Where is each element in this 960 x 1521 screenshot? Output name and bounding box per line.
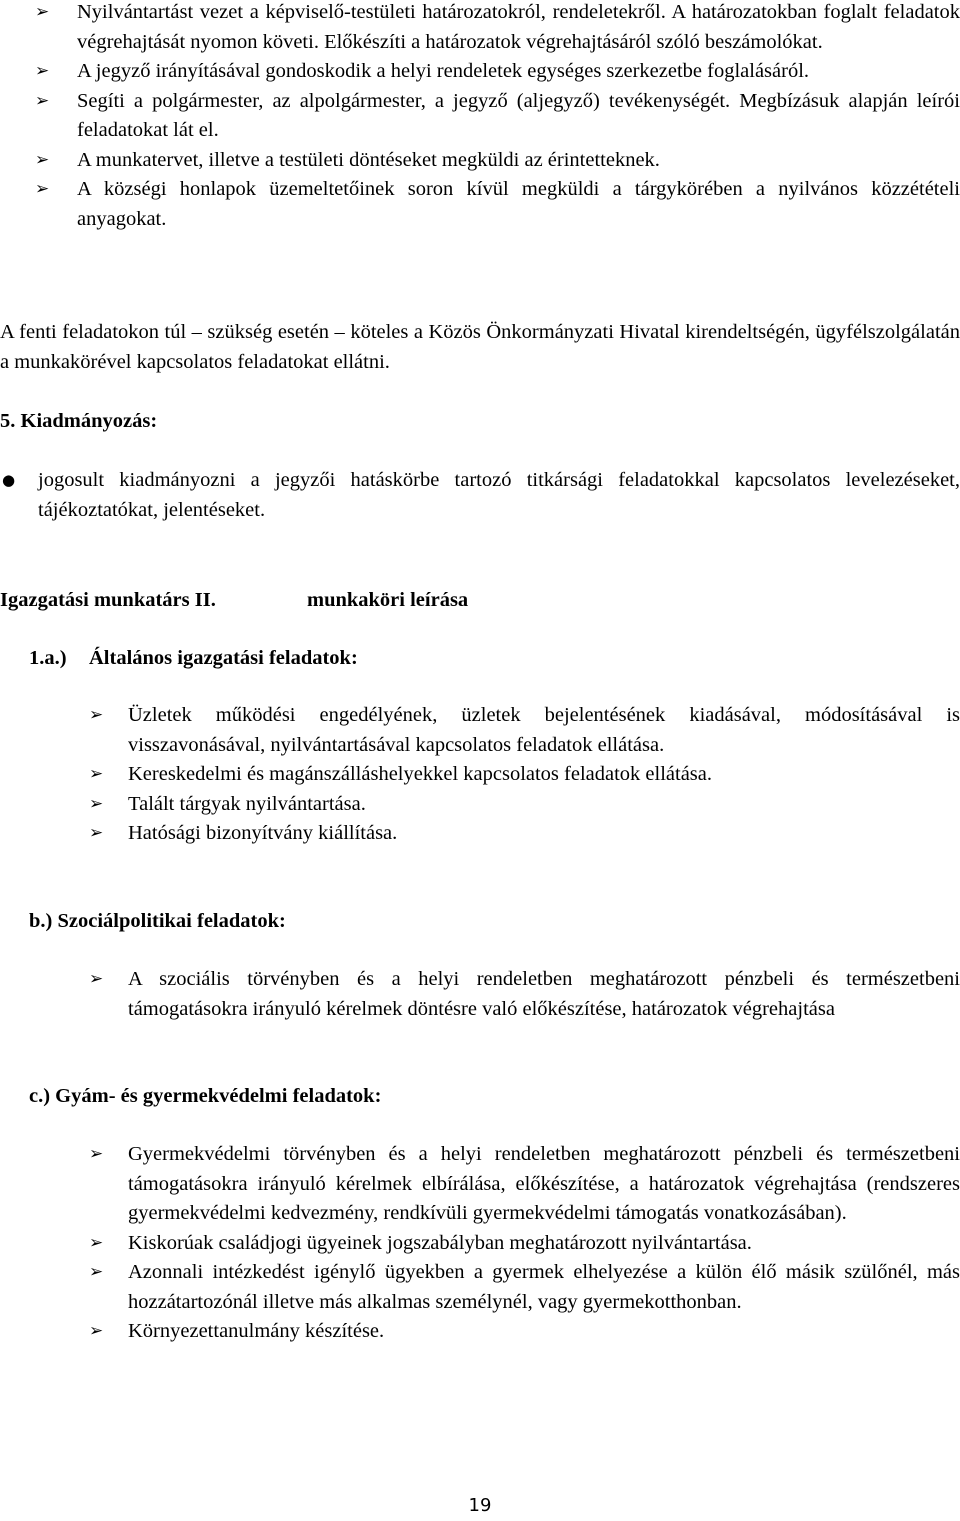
arrowhead-bullet-icon: ➢ <box>89 823 104 843</box>
arrowhead-bullet-icon: ➢ <box>89 1321 104 1341</box>
arrowhead-bullet-icon: ➢ <box>89 969 104 989</box>
arrowhead-bullet-icon: ➢ <box>35 149 50 170</box>
section-c-list <box>0 1140 960 1347</box>
section-heading-b: b.) Szociálpolitikai feladatok: <box>29 910 286 932</box>
job-title-left: Igazgatási munkatárs II. <box>0 589 216 611</box>
arrowhead-bullet-icon: ➢ <box>89 793 104 814</box>
arrowhead-bullet-icon: ➢ <box>89 1144 104 1164</box>
list-item: ➢ Segíti a polgármester, az alpolgármester, a jegyző (aljegyző) tevékenységét. Megbízásuk alapján leírói feladatokat lát el. <box>0 87 960 146</box>
paragraph: A fenti feladatokon túl – szükség esetén – köteles a Közös Önkormányzati Hivatal kirendeltségén, ügyfélszolgálatán a munkakörével kapcsolatos feladatokat ellátni. <box>0 321 960 373</box>
list-item: ➢ Üzletek működési engedélyének, üzletek bejelentésének kiadásával, módosításával is visszavonásával, nyilvántartásával kapcsolatos feladatok ellátása. <box>0 701 960 760</box>
arrowhead-bullet-icon: ➢ <box>35 179 50 199</box>
arrowhead-bullet-icon: ➢ <box>89 1262 104 1282</box>
list-item: ➢ Azonnali intézkedést igénylő ügyekben a gyermek elhelyezése a külön élő másik szülőnél, más hozzátartozónál illetve más alkalmas személynél, vagy gyermekotthonban. <box>0 1258 960 1317</box>
list-item: ➢ Nyilvántartást vezet a képviselő-testületi határozatokról, rendeletekről. A határozatokban foglalt feladatok végrehajtását nyomon követi. Előkészíti a határozatok végrehajtásáról szóló beszámolókat. <box>0 0 960 57</box>
round-bullet-icon: ● <box>2 471 16 489</box>
arrowhead-bullet-icon: ➢ <box>89 1232 104 1253</box>
list-item: ➢ A községi honlapok üzemeltetőinek soron kívül megküldi a tárgykörében a nyilvános közzétételi anyagokat. <box>0 175 960 234</box>
section-heading-kiadmanyozas: 5. Kiadmányozás: <box>0 410 158 432</box>
job-title-right: munkaköri leírása <box>307 589 469 611</box>
list-item: ➢ Gyermekvédelmi törvényben és a helyi rendeletben meghatározott pénzbeli és természetbeni támogatásokra irányuló kérelmek elbírálása, előkészítése, a határozatok végrehajtása (rendszeres gyermekvédelmi kedvezmény, rendkívüli gyermekvédelmi támogatás vonatkozásában). <box>0 1140 960 1229</box>
section-heading-a: Általános igazgatási feladatok: <box>89 647 358 669</box>
arrowhead-bullet-icon: ➢ <box>35 90 50 111</box>
kiadmanyozas-list <box>0 466 960 525</box>
list-item: ● jogosult kiadmányozni a jegyzői hatáskörbe tartozó titkársági feladatokkal kapcsolatos levelezéseket, tájékoztatókat, jelentéseket. <box>0 466 960 525</box>
list-item: ➢ A munkatervet, illetve a testületi döntéseket megküldi az érintetteknek. <box>0 146 960 176</box>
arrowhead-bullet-icon: ➢ <box>35 2 50 22</box>
section-number-a: 1.a.) <box>29 647 67 669</box>
section-heading-c: c.) Gyám- és gyermekvédelmi feladatok: <box>29 1085 382 1107</box>
arrowhead-bullet-icon: ➢ <box>89 705 104 725</box>
list-item: ➢ Környezettanulmány készítése. <box>0 1317 960 1347</box>
arrowhead-bullet-icon: ➢ <box>35 61 50 81</box>
list-item: ➢ Kiskorúak családjogi ügyeinek jogszabályban meghatározott nyilvántartása. <box>0 1229 960 1259</box>
list-item: ➢ Hatósági bizonyítvány kiállítása. <box>0 819 960 849</box>
list-item: ➢ A szociális törvényben és a helyi rendeletben meghatározott pénzbeli és természetbeni támogatásokra irányuló kérelmek döntésre való előkészítése, határozatok végrehajtása <box>0 965 960 1024</box>
section-b-list <box>0 965 960 1024</box>
list-item: ➢ Kereskedelmi és magánszálláshelyekkel kapcsolatos feladatok ellátása. <box>0 760 960 790</box>
arrowhead-bullet-icon: ➢ <box>89 764 104 784</box>
list-item: ➢ Talált tárgyak nyilvántartása. <box>0 790 960 820</box>
list-item: ➢ A jegyző irányításával gondoskodik a helyi rendeletek egységes szerkezetbe foglalásáról. <box>0 57 960 87</box>
page-number: 19 <box>468 1495 492 1516</box>
section-a-list <box>0 701 960 849</box>
top-task-list <box>0 0 960 234</box>
